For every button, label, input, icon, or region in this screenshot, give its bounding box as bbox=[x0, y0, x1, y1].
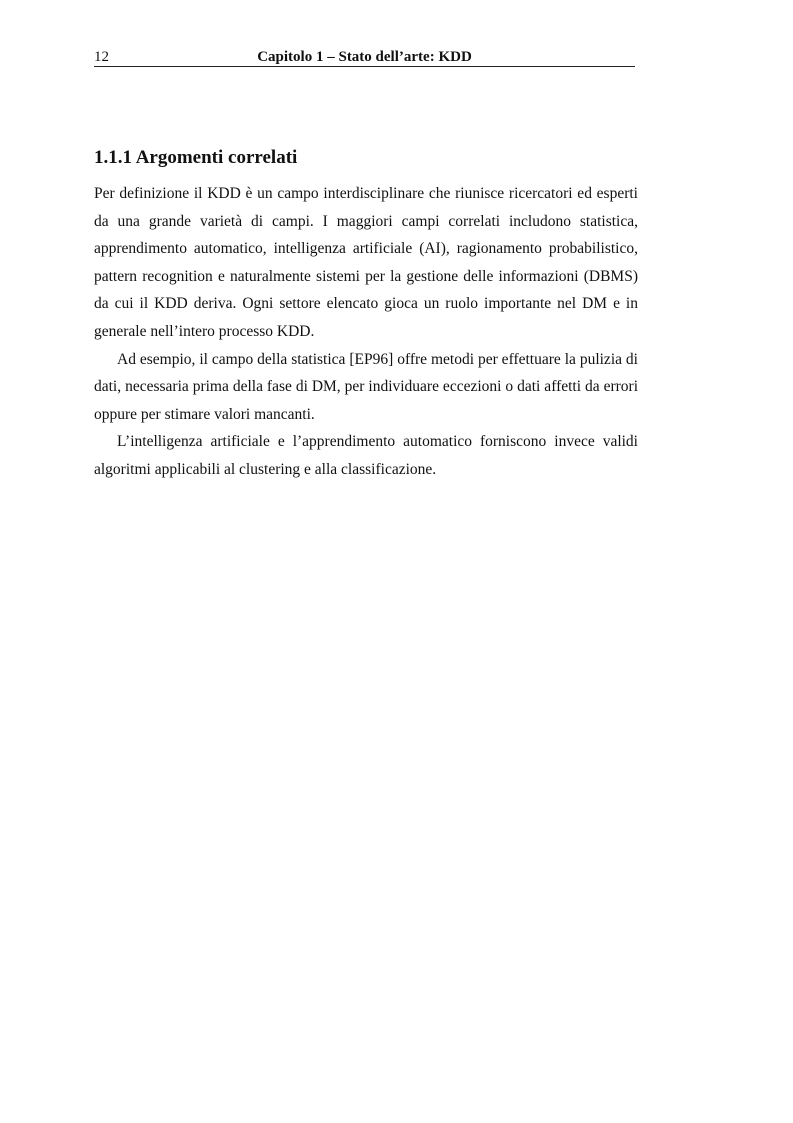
page-number: 12 bbox=[94, 49, 109, 65]
paragraph: Per definizione il KDD è un campo interdisciplinare che riunisce ricercatori ed esperti da una grande varietà di campi. I maggiori campi correlati includono statistica, apprendimento automatico, intelligenza artificiale (AI), ragionamento probabilistico, pattern recognition e naturalmente sistemi per la gestione delle informazioni (DBMS) da cui il KDD deriva. Ogni settore elencato gioca un ruolo importante nel DM e in generale nell’intero processo KDD. bbox=[94, 185, 638, 340]
running-header bbox=[94, 48, 635, 67]
paragraph: L’intelligenza artificiale e l’apprendimento automatico forniscono invece validi algoritmi applicabili al clustering e alla classificazione. bbox=[94, 433, 638, 478]
section-body bbox=[94, 180, 638, 484]
paragraph: Ad esempio, il campo della statistica [EP96] offre metodi per effettuare la pulizia di dati, necessaria prima della fase di DM, per individuare eccezioni o dati affetti da errori oppure per stimare valori mancanti. bbox=[94, 350, 638, 423]
running-title: Capitolo 1 – Stato dell’arte: KDD bbox=[257, 49, 472, 65]
section-heading: 1.1.1 Argomenti correlati bbox=[94, 147, 298, 168]
